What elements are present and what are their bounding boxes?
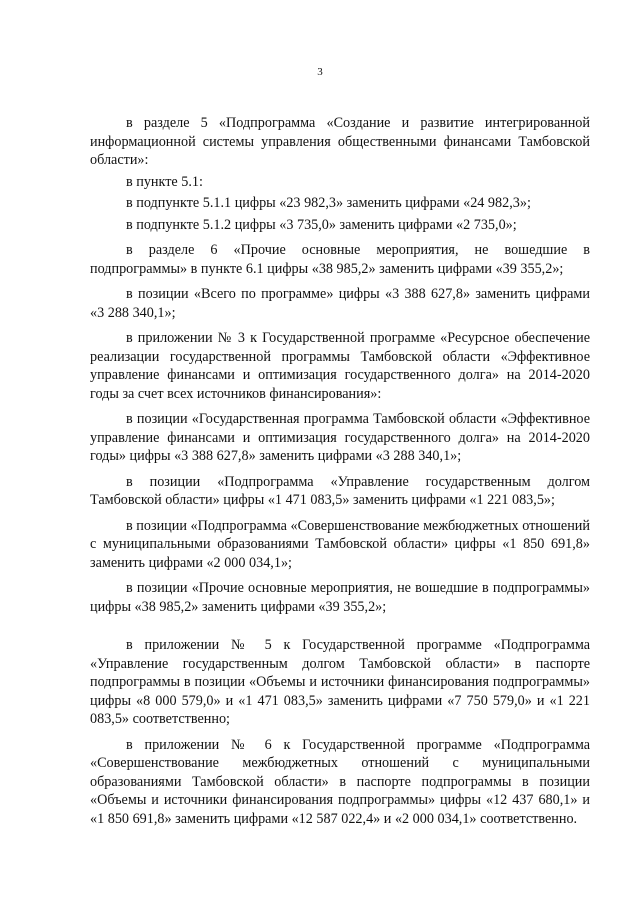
paragraph-subitem-5-1-1: в подпункте 5.1.1 цифры «23 982,3» заменить цифрами «24 982,3»; [126, 195, 531, 211]
paragraph-interbudget-subprogram-position: в позиции «Подпрограмма «Совершенствование межбюджетных отношений с муниципальными образованиями Тамбовской области» цифры «1 850 691,8» заменить цифрами «2 000 034,1»; [90, 517, 590, 571]
paragraph-debt-subprogram-position: в позиции «Подпрограмма «Управление государственным долгом Тамбовской области» цифры «1 471 083,5» заменить цифрами «1 221 083,5»; [90, 473, 590, 508]
page-number: 3 [317, 66, 323, 78]
paragraph-appendix-3: в приложении № 3 к Государственной программе «Ресурсное обеспечение реализации государственной программы Тамбовской области «Эффективное управление финансами и оптимизация государственного долга» на 2014-2020 годы за счет всех источников финансирования»: [90, 330, 590, 402]
paragraph-item-5-1: в пункте 5.1: [126, 173, 203, 190]
paragraph-subitem-5-1-2: в подпункте 5.1.2 цифры «3 735,0» заменить цифрами «2 735,0»; [126, 216, 517, 233]
paragraph-appendix-5: в приложении № 5 к Государственной программе «Подпрограмма «Управление государственным долгом Тамбовской области» в паспорте подпрограммы в позиции «Объемы и источники финансирования подпрограммы» цифры «8 000 579,0» и «1 471 083,5» заменить цифрами «7 750 579,0» и «1 221 083,5» соответственно; [90, 637, 590, 727]
paragraph-other-activities-position: в позиции «Прочие основные мероприятия, не вошедшие в подпрограммы» цифры «38 985,2» заменить цифрами «39 355,2»; [90, 580, 590, 615]
paragraph-appendix-6: в приложении № 6 к Государственной программе «Подпрограмма «Совершенствование межбюджетных отношений с муниципальными образованиями Тамбовской области» в паспорте подпрограммы в позиции «Объемы и источники финансирования подпрограммы» цифры «12 437 680,1» и «1 850 691,8» заменить цифрами «12 587 022,4» и «2 000 034,1» соответственно. [90, 736, 590, 827]
paragraph-section-6: в разделе 6 «Прочие основные мероприятия, не вошедшие в подпрограммы» в пункте 6.1 цифры «38 985,2» заменить цифрами «39 355,2»; [90, 242, 590, 277]
paragraph-section-5: в разделе 5 «Подпрограмма «Создание и развитие интегрированной информационной системы управления общественными финансами Тамбовской области»: [90, 115, 590, 168]
paragraph-state-program-position: в позиции «Государственная программа Тамбовской области «Эффективное управление финансами и оптимизация государственного долга» на 2014-2020 годы» цифры «3 388 627,8» заменить цифрами «3 288 340,1»; [90, 411, 590, 464]
paragraph-program-total: в позиции «Всего по программе» цифры «3 388 627,8» заменить цифрами «3 288 340,1»; [90, 286, 590, 321]
document-body [90, 114, 590, 828]
